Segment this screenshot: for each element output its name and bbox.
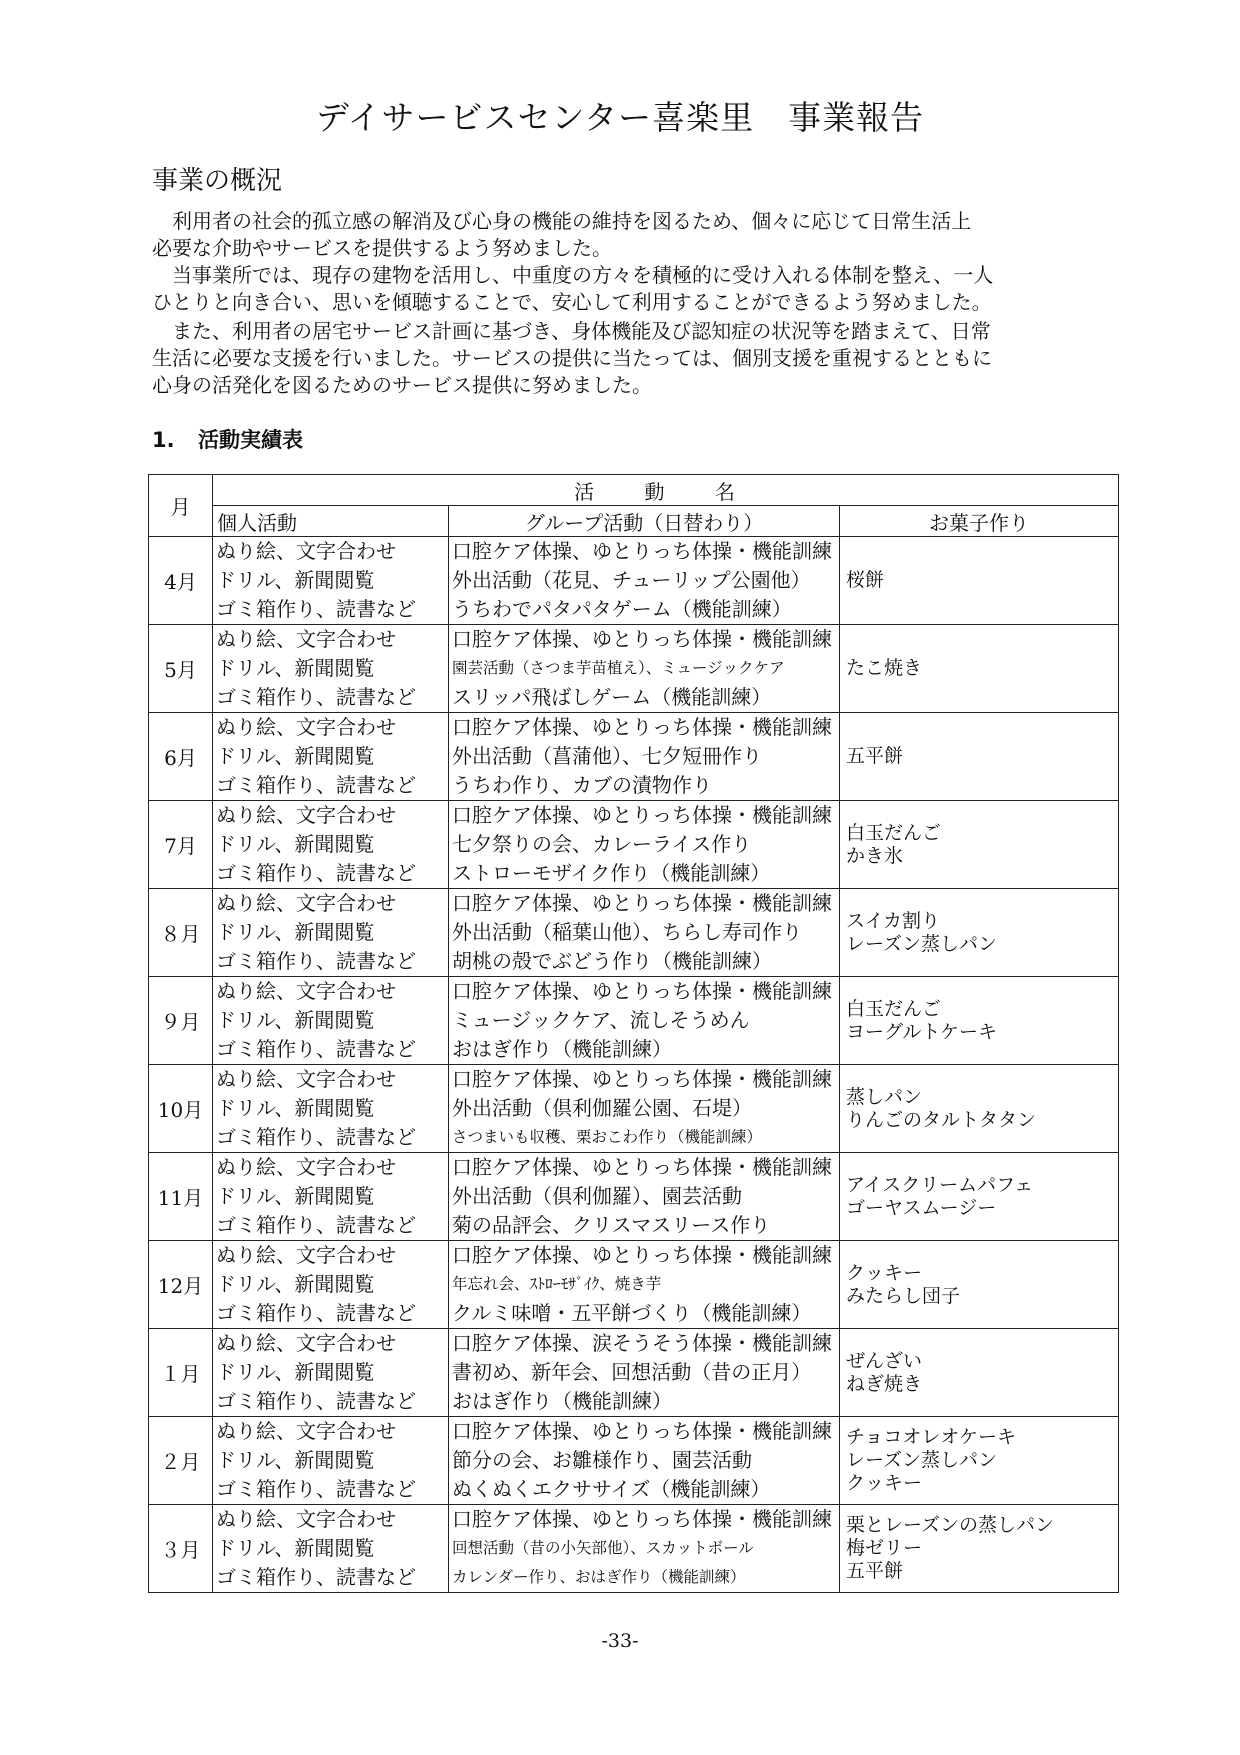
group-activity-line: 口腔ケア体操、ゆとりっち体操・機能訓練 [452,627,832,651]
cell-group [449,1241,840,1329]
section-title: 事業の概況 [152,166,283,196]
cell-group [449,801,840,889]
group-activity-line: 口腔ケア体操、ゆとりっち体操・機能訓練 [452,715,832,739]
group-activity-line: スリッパ飛ばしゲーム（機能訓練） [452,685,772,709]
cell-sweets [840,1065,1119,1153]
cell-individual [213,1065,449,1153]
group-activity-line: ぬくぬくエクササイズ（機能訓練） [452,1477,771,1501]
group-activity-line: ミュージックケア、流しそうめん [452,1008,750,1032]
individual-activity-line: ぬり絵、文字合わせ [216,1155,396,1179]
cell-group [449,1329,840,1417]
group-activity-line: 外出活動（菖蒲他）、七夕短冊作り [452,744,762,768]
individual-activity-line: ドリル、新聞閲覧 [216,568,375,592]
sweets-item: アイスクリームパフェ [846,1173,1034,1196]
header-individual: 個人活動 [213,506,449,537]
cell-month: ３月 [149,1505,213,1593]
group-activity-line: 口腔ケア体操、ゆとりっち体操・機能訓練 [452,1067,832,1091]
sweets-item: レーズン蒸しパン [846,1449,998,1471]
sweets-item: 梅ゼリー [846,1537,923,1559]
group-activity-line: さつまいも収穫、栗おこわ作り（機能訓練） [452,1128,763,1146]
group-activity-line: 回想活動（昔の小矢部他）、スカットボール [452,1539,754,1557]
group-activity-line: 菊の品評会、クリスマスリース作り [452,1213,771,1237]
individual-activity-line: ぬり絵、文字合わせ [216,803,396,827]
activity-table [148,474,1119,1593]
sweets-item: チョコオレオケーキ [846,1426,1017,1448]
cell-group [449,889,840,977]
cell-sweets [840,1329,1119,1417]
paragraph-line: また、利用者の居宅サービス計画に基づき、身体機能及び認知症の状況等を踏まえて、日常 [152,319,991,343]
sweets-item: たこ焼き [846,657,923,679]
cell-individual [213,537,449,625]
group-activity-line: 年忘れ会、ｽﾄﾛｰﾓｻﾞｲｸ、焼き芋 [452,1275,662,1293]
header-activity-group: 活 動 名 [213,475,1119,506]
individual-activity-line: ゴミ箱作り、読書など [216,685,416,709]
cell-sweets [840,537,1119,625]
individual-activity-line: ゴミ箱作り、読書など [216,1037,416,1061]
sweets-item: りんごのタルトタタン [846,1108,1037,1131]
cell-sweets [840,625,1119,713]
subsection-number: 1. [152,428,175,452]
group-activity-line: おはぎ作り（機能訓練） [452,1389,672,1413]
cell-month: 7月 [149,801,213,889]
cell-sweets [840,977,1119,1065]
table-row [149,1241,1119,1329]
cell-sweets [840,889,1119,977]
individual-activity-line: ぬり絵、文字合わせ [216,1067,396,1091]
table-row [149,1329,1119,1417]
cell-group [449,1417,840,1505]
individual-activity-line: ゴミ箱作り、読書など [216,1565,416,1589]
cell-group [449,625,840,713]
sweets-item: レーズン蒸しパン [846,932,998,955]
page-title: デイサービスセンター喜楽里 事業報告 [315,98,925,137]
individual-activity-line: ぬり絵、文字合わせ [216,715,396,739]
individual-activity-line: ぬり絵、文字合わせ [216,891,396,915]
paragraph-2 [152,262,1122,316]
cell-group [449,1505,840,1593]
cell-sweets [840,713,1119,801]
cell-sweets [840,1241,1119,1329]
header-sweets: お菓子作り [840,506,1119,537]
individual-activity-line: ぬり絵、文字合わせ [216,539,396,563]
sweets-item: 五平餅 [846,745,904,767]
cell-group [449,1065,840,1153]
group-activity-line: 口腔ケア体操、ゆとりっち体操・機能訓練 [452,1507,832,1531]
table-row [149,801,1119,889]
table-row [149,977,1119,1065]
individual-activity-line: ドリル、新聞閲覧 [216,1448,375,1472]
sweets-item: 桜餅 [846,569,885,591]
individual-activity-line: ドリル、新聞閲覧 [216,1360,375,1384]
group-activity-line: 胡桃の殻でぶどう作り（機能訓練） [452,949,772,973]
table-row [149,1153,1119,1241]
group-activity-line: クルミ味噌・五平餅づくり（機能訓練） [452,1301,812,1325]
individual-activity-line: ドリル、新聞閲覧 [216,744,375,768]
sweets-item: スイカ割り [846,909,941,932]
table-row [149,1505,1119,1593]
cell-individual [213,1153,449,1241]
cell-month: １月 [149,1329,213,1417]
individual-activity-line: ぬり絵、文字合わせ [216,1243,396,1267]
individual-activity-line: ゴミ箱作り、読書など [216,1301,416,1325]
cell-individual [213,713,449,801]
group-activity-line: うちわでパタパタゲーム（機能訓練） [452,597,792,621]
group-activity-line: 口腔ケア体操、ゆとりっち体操・機能訓練 [452,803,832,827]
individual-activity-line: ドリル、新聞閲覧 [216,1184,375,1208]
group-activity-line: 外出活動（倶利伽羅）、園芸活動 [452,1184,742,1208]
cell-month: 11月 [149,1153,213,1241]
paragraph-3 [152,318,1122,399]
cell-month: 10月 [149,1065,213,1153]
group-activity-line: 節分の会、お雛様作り、園芸活動 [452,1448,752,1472]
table-row [149,1417,1119,1505]
sweets-item: ぜんざい [846,1349,923,1372]
group-activity-line: 口腔ケア体操、ゆとりっち体操・機能訓練 [452,539,832,563]
cell-individual [213,977,449,1065]
cell-individual [213,1417,449,1505]
cell-group [449,537,840,625]
individual-activity-line: ぬり絵、文字合わせ [216,627,396,651]
paragraph-line: 当事業所では、現存の建物を活用し、中重度の方々を積極的に受け入れる体制を整え、一人 [152,263,994,287]
sweets-item: みたらし団子 [846,1284,961,1307]
group-activity-line: 外出活動（稲葉山他）、ちらし寿司作り [452,920,802,944]
individual-activity-line: ドリル、新聞閲覧 [216,1536,375,1560]
sweets-item: ゴーヤスムージー [846,1196,997,1219]
cell-month: 4月 [149,537,213,625]
individual-activity-line: ドリル、新聞閲覧 [216,1272,375,1296]
cell-sweets [840,1417,1119,1505]
sweets-item: 白玉だんご [846,997,942,1020]
individual-activity-line: ゴミ箱作り、読書など [216,949,416,973]
table-row [149,713,1119,801]
individual-activity-line: ドリル、新聞閲覧 [216,920,375,944]
individual-activity-line: ぬり絵、文字合わせ [216,1507,396,1531]
cell-sweets [840,1505,1119,1593]
sweets-item: クッキー [846,1261,923,1284]
sweets-item: 白玉だんご [846,821,942,844]
table-row [149,625,1119,713]
sweets-item: ねぎ焼き [846,1372,923,1395]
paragraph-line: 心身の活発化を図るためのサービス提供に努めました。 [152,373,652,397]
sweets-item: クッキー [846,1472,923,1494]
page-number: -33- [601,1630,639,1652]
group-activity-line: 口腔ケア体操、ゆとりっち体操・機能訓練 [452,891,832,915]
paragraph-line: ひとりと向き合い、思いを傾聴することで、安心して利用することができるよう努めました。 [152,290,992,314]
sweets-item: 五平餅 [846,1560,904,1582]
individual-activity-line: ゴミ箱作り、読書など [216,773,416,797]
paragraph-line: 生活に必要な支援を行いました。サービスの提供に当たっては、個別支援を重視するとともに [152,346,992,370]
group-activity-line: おはぎ作り（機能訓練） [452,1037,672,1061]
individual-activity-line: ゴミ箱作り、読書など [216,861,416,885]
individual-activity-line: ぬり絵、文字合わせ [216,1331,396,1355]
subsection-title: 活動実績表 [198,428,303,452]
group-activity-line: 口腔ケア体操、涙そうそう体操・機能訓練 [452,1331,832,1355]
cell-month: 12月 [149,1241,213,1329]
cell-month: 6月 [149,713,213,801]
cell-individual [213,889,449,977]
individual-activity-line: ドリル、新聞閲覧 [216,832,375,856]
cell-individual [213,1329,449,1417]
cell-sweets [840,801,1119,889]
cell-month: ２月 [149,1417,213,1505]
subsection-heading [152,424,303,454]
group-activity-line: カレンダー作り、おはぎ作り（機能訓練） [452,1568,746,1586]
group-activity-line: 口腔ケア体操、ゆとりっち体操・機能訓練 [452,1243,832,1267]
cell-month: ９月 [149,977,213,1065]
group-activity-line: 外出活動（花見、チューリップ公園他） [452,568,811,592]
sweets-item: かき氷 [846,844,904,867]
cell-month: ８月 [149,889,213,977]
cell-group [449,1153,840,1241]
group-activity-line: 口腔ケア体操、ゆとりっち体操・機能訓練 [452,1419,832,1443]
header-group: グループ活動（日替わり） [449,506,840,537]
cell-individual [213,1505,449,1593]
group-activity-line: 書初め、新年会、回想活動（昔の正月） [452,1360,812,1384]
header-month: 月 [149,475,213,537]
group-activity-line: うちわ作り、カブの漬物作り [452,773,712,797]
cell-sweets [840,1153,1119,1241]
table-body [149,537,1119,1593]
individual-activity-line: ゴミ箱作り、読書など [216,597,416,621]
sweets-item: 蒸しパン [846,1085,923,1108]
group-activity-line: 口腔ケア体操、ゆとりっち体操・機能訓練 [452,1155,832,1179]
individual-activity-line: ぬり絵、文字合わせ [216,1419,396,1443]
individual-activity-line: ゴミ箱作り、読書など [216,1125,416,1149]
individual-activity-line: ゴミ箱作り、読書など [216,1213,416,1237]
sweets-item: 栗とレーズンの蒸しパン [846,1514,1055,1536]
cell-group [449,977,840,1065]
individual-activity-line: ゴミ箱作り、読書など [216,1389,416,1413]
group-activity-line: 口腔ケア体操、ゆとりっち体操・機能訓練 [452,979,832,1003]
cell-individual [213,801,449,889]
group-activity-line: 園芸活動（さつま芋苗植え）、ミュージックケア [452,659,785,677]
cell-month: 5月 [149,625,213,713]
group-activity-line: 七夕祭りの会、カレーライス作り [452,832,752,856]
paragraph-1 [152,208,1122,262]
individual-activity-line: ドリル、新聞閲覧 [216,656,375,680]
individual-activity-line: ドリル、新聞閲覧 [216,1096,375,1120]
individual-activity-line: ドリル、新聞閲覧 [216,1008,375,1032]
table-row [149,537,1119,625]
individual-activity-line: ゴミ箱作り、読書など [216,1477,416,1501]
table-row [149,1065,1119,1153]
group-activity-line: 外出活動（倶利伽羅公園、石堤） [452,1096,752,1120]
group-activity-line: ストローモザイク作り（機能訓練） [452,861,771,885]
cell-individual [213,1241,449,1329]
individual-activity-line: ぬり絵、文字合わせ [216,979,396,1003]
table-row [149,889,1119,977]
sweets-item: ヨーグルトケーキ [846,1020,998,1043]
cell-individual [213,625,449,713]
paragraph-line: 利用者の社会的孤立感の解消及び心身の機能の維持を図るため、個々に応じて日常生活上 [152,209,972,233]
cell-group [449,713,840,801]
paragraph-line: 必要な介助やサービスを提供するよう努めました。 [152,236,612,260]
